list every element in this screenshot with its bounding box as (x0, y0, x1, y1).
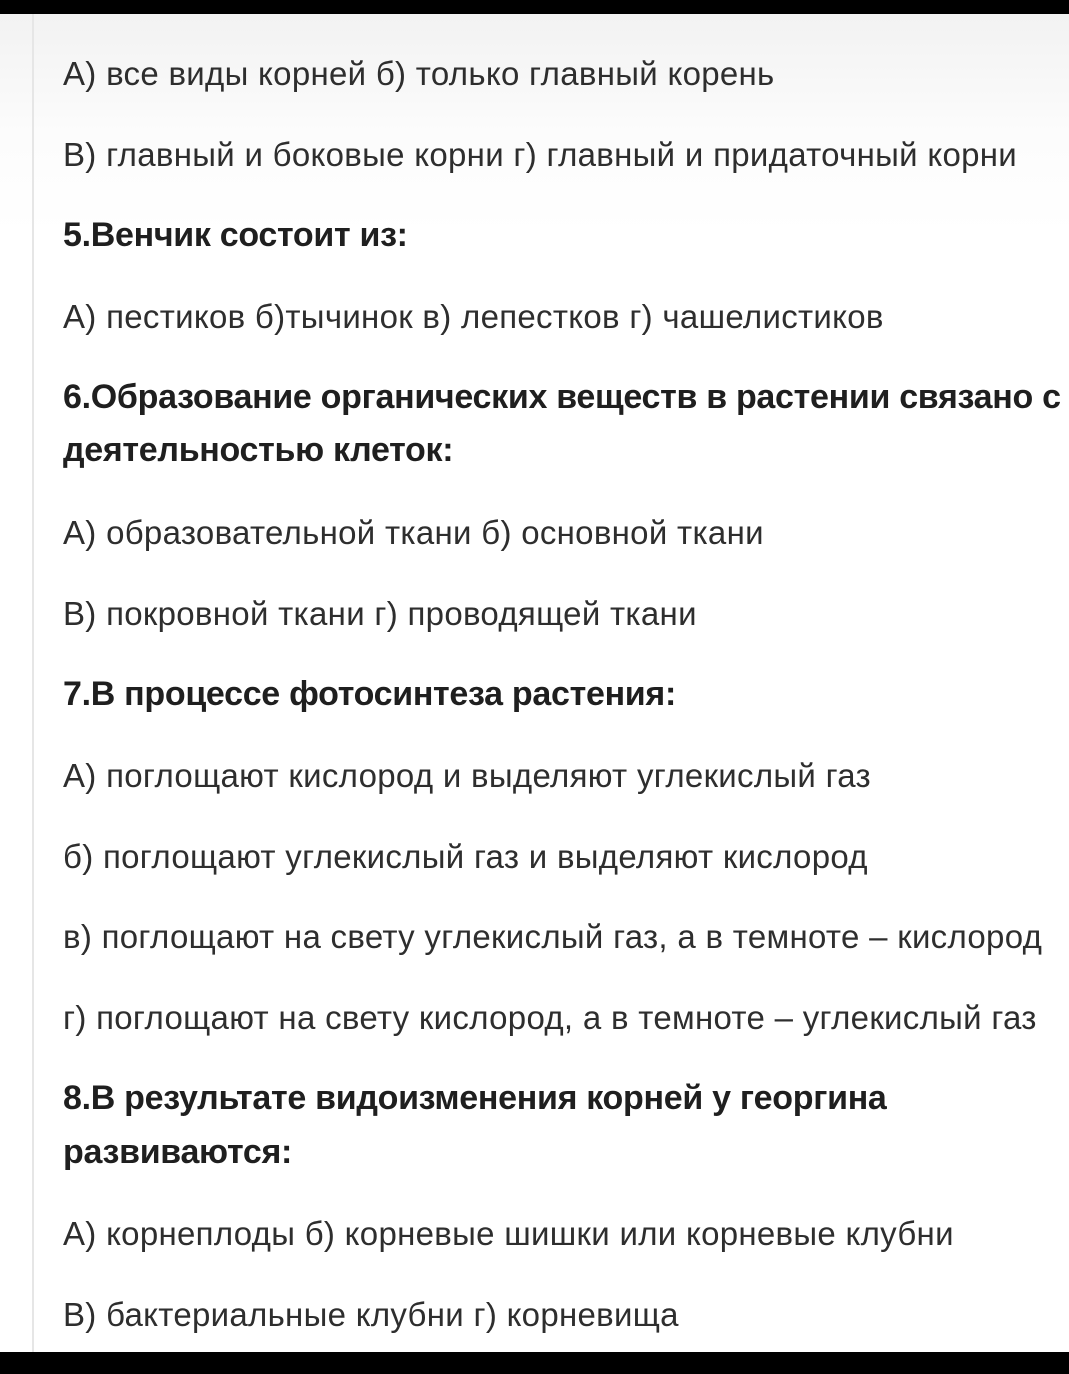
navigation-bar (0, 1352, 1069, 1374)
question-7: 7.В процессе фотосинтеза растения: (63, 675, 676, 713)
question-6-line-2: деятельностью клеток: (63, 431, 454, 469)
document-page[interactable] (0, 14, 1069, 1352)
answer-line: А) поглощают кислород и выделяют углекислый газ (63, 757, 871, 794)
status-bar (0, 0, 1069, 14)
answer-line: В) главный и боковые корни г) главный и придаточный корни (63, 136, 1018, 173)
question-8-line-2: развиваются: (63, 1133, 293, 1171)
answer-line: А) все виды корней б) только главный корень (63, 55, 775, 92)
answer-line: в) поглощают на свету углекислый газ, а в темноте – кислород (63, 918, 1043, 955)
answer-line: г) поглощают на свету кислород, а в темноте – углекислый газ (63, 999, 1037, 1036)
answer-line: В) бактериальные клубни г) корневища (63, 1296, 679, 1333)
question-8-line-1: 8.В результате видоизменения корней у георгина (63, 1079, 887, 1117)
answer-line: А) корнеплоды б) корневые шишки или корневые клубни (63, 1215, 954, 1252)
answer-line: б) поглощают углекислый газ и выделяют кислород (63, 838, 868, 875)
answer-line: А) образовательной ткани б) основной ткани (63, 514, 764, 551)
page-left-edge (32, 14, 34, 1352)
question-6-line-1: 6.Образование органических веществ в растении связано с (63, 378, 1061, 416)
answer-line: В) покровной ткани г) проводящей ткани (63, 595, 697, 632)
answer-line: А) пестиков б)тычинок в) лепестков г) чашелистиков (63, 298, 884, 335)
question-5: 5.Венчик состоит из: (63, 216, 408, 254)
